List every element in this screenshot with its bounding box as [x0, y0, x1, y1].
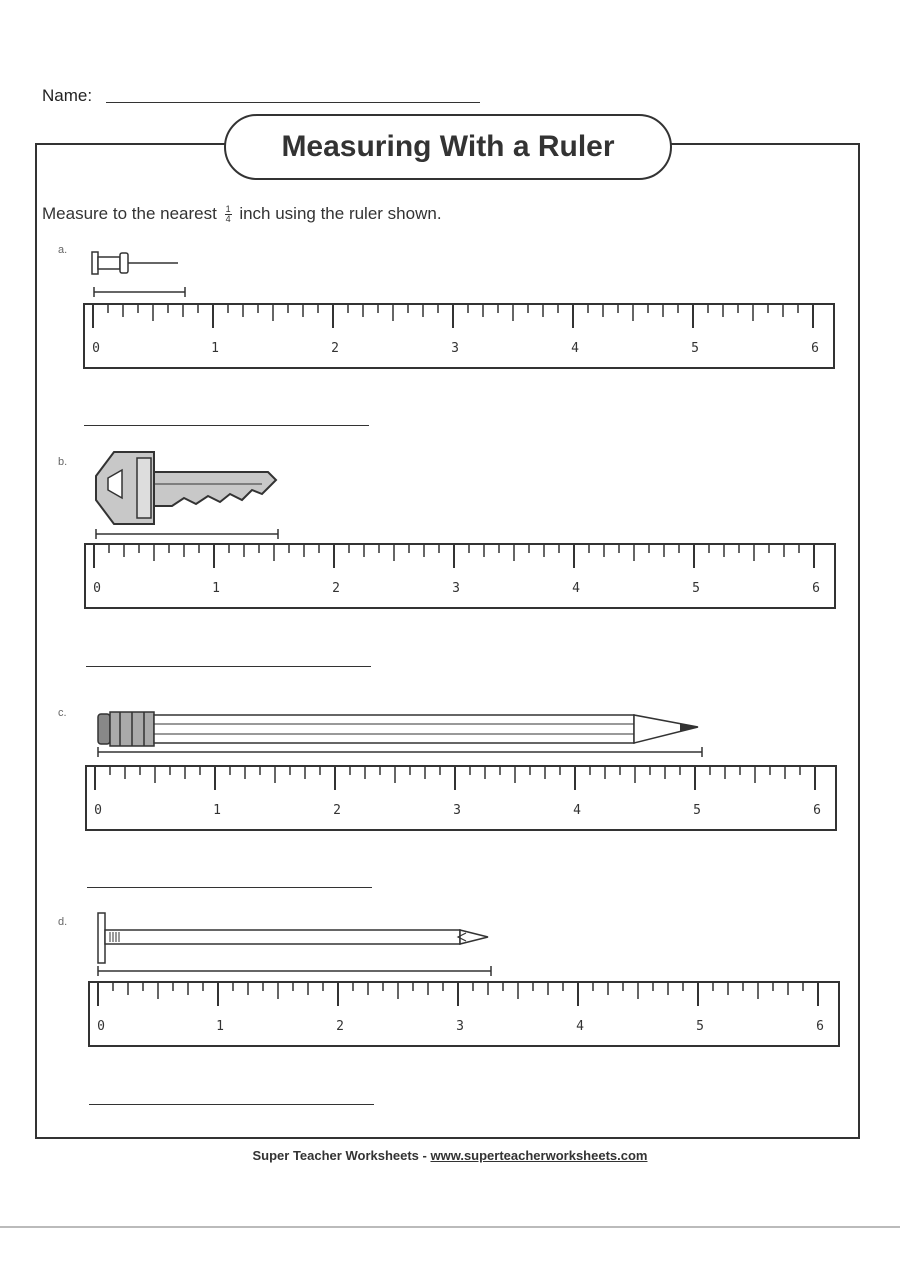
ruler-label: 6	[813, 803, 821, 818]
ruler-label: 1	[211, 341, 219, 356]
name-line[interactable]	[106, 102, 480, 103]
fraction-numerator: 1	[225, 204, 231, 215]
problem-c-letter: c.	[58, 707, 67, 719]
answer-line-a[interactable]	[84, 425, 369, 426]
name-label: Name:	[42, 86, 93, 105]
ruler-label: 3	[451, 341, 459, 356]
ruler-label: 2	[333, 803, 341, 818]
fraction-one-quarter	[225, 205, 232, 224]
ruler-label: 2	[332, 581, 340, 596]
answer-line-b[interactable]	[86, 666, 371, 667]
ruler-body	[85, 544, 835, 608]
ruler-body	[86, 766, 836, 830]
ruler-label: 5	[696, 1019, 704, 1034]
ruler-label: 5	[691, 341, 699, 356]
ruler-label: 2	[331, 341, 339, 356]
ruler-label: 6	[811, 341, 819, 356]
pencil-icon	[94, 707, 704, 762]
ruler-label: 4	[571, 341, 579, 356]
ruler-d	[88, 981, 840, 1049]
page-title: Measuring With a Ruler	[224, 114, 672, 180]
instructions	[42, 204, 442, 224]
problem-b-letter: b.	[58, 456, 68, 468]
ruler-label: 1	[213, 803, 221, 818]
nail-icon	[94, 909, 494, 979]
fraction-denominator: 4	[225, 214, 231, 225]
problem-d-letter: d.	[58, 916, 68, 928]
ruler-label: 0	[94, 803, 102, 818]
footer	[0, 1148, 900, 1163]
ruler-label: 3	[453, 803, 461, 818]
ruler-label: 3	[456, 1019, 464, 1034]
ruler-label: 2	[336, 1019, 344, 1034]
ruler-label: 4	[573, 803, 581, 818]
ruler-label: 1	[216, 1019, 224, 1034]
ruler-c	[85, 765, 837, 833]
footer-brand: Super Teacher Worksheets -	[252, 1148, 431, 1163]
page-bottom-edge	[0, 1226, 900, 1228]
ruler-label: 0	[92, 341, 100, 356]
ruler-label: 5	[692, 581, 700, 596]
ruler-label: 1	[212, 581, 220, 596]
ruler-label: 4	[572, 581, 580, 596]
ruler-label: 3	[452, 581, 460, 596]
ruler-label: 6	[812, 581, 820, 596]
ruler-a	[83, 303, 835, 371]
ruler-label: 0	[97, 1019, 105, 1034]
ruler-label: 5	[693, 803, 701, 818]
footer-url-link[interactable]: www.superteacherworksheets.com	[430, 1148, 648, 1163]
problem-a-letter: a.	[58, 244, 68, 256]
answer-line-d[interactable]	[89, 1104, 374, 1105]
ruler-body	[89, 982, 839, 1046]
ruler-b	[84, 543, 836, 611]
ruler-label: 4	[576, 1019, 584, 1034]
instructions-after: inch using the ruler shown.	[239, 204, 442, 223]
key-icon	[92, 448, 282, 543]
ruler-label: 0	[93, 581, 101, 596]
ruler-body	[84, 304, 834, 368]
push-pin-icon	[90, 248, 185, 298]
ruler-label: 6	[816, 1019, 824, 1034]
answer-line-c[interactable]	[87, 887, 372, 888]
instructions-before: Measure to the nearest	[42, 204, 217, 223]
